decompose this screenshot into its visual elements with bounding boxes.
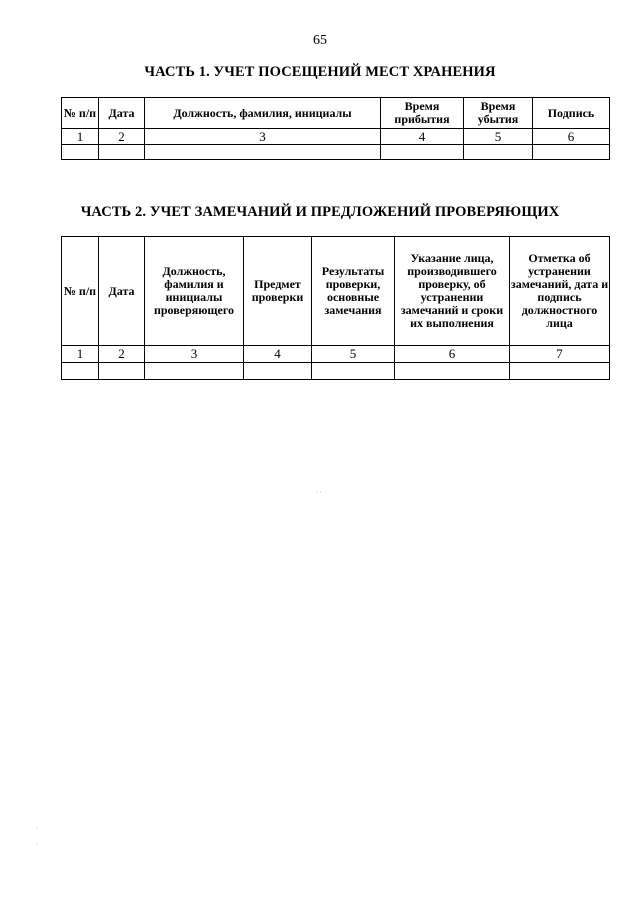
column-number: 6 xyxy=(533,129,610,145)
column-header-date: Дата xyxy=(99,98,145,129)
column-header-number: № п/п xyxy=(62,237,99,346)
scan-speck: · · xyxy=(316,490,322,496)
column-number: 2 xyxy=(99,129,145,145)
empty-cell xyxy=(395,363,510,380)
empty-cell xyxy=(99,145,145,160)
column-number: 4 xyxy=(381,129,464,145)
column-header-position-name: Должность, фамилия, инициалы xyxy=(145,98,381,129)
empty-cell xyxy=(533,145,610,160)
column-number: 4 xyxy=(244,346,312,363)
empty-cell xyxy=(145,363,244,380)
part2-title: ЧАСТЬ 2. УЧЕТ ЗАМЕЧАНИЙ И ПРЕДЛОЖЕНИЙ ПРОВЕРЯЮЩИХ xyxy=(80,204,560,220)
column-header-inspector: Должность, фамилия и инициалы проверяющего xyxy=(145,237,244,346)
column-number: 2 xyxy=(99,346,145,363)
column-number: 5 xyxy=(312,346,395,363)
column-number: 3 xyxy=(145,346,244,363)
column-header-subject: Предмет проверки xyxy=(244,237,312,346)
table-header-row xyxy=(62,237,610,346)
column-number: 1 xyxy=(62,129,99,145)
scan-speck: · xyxy=(36,842,38,848)
column-header-number: № п/п xyxy=(62,98,99,129)
page-number: 65 xyxy=(313,33,327,48)
scan-speck: · xyxy=(36,826,38,832)
column-header-arrival-time: Время прибытия xyxy=(381,98,464,129)
empty-row xyxy=(62,363,610,380)
empty-cell xyxy=(312,363,395,380)
empty-cell xyxy=(464,145,533,160)
empty-cell xyxy=(62,145,99,160)
empty-row xyxy=(62,145,610,160)
visits-table xyxy=(61,97,610,160)
column-number: 6 xyxy=(395,346,510,363)
empty-cell xyxy=(99,363,145,380)
empty-cell xyxy=(381,145,464,160)
column-number: 5 xyxy=(464,129,533,145)
empty-cell xyxy=(62,363,99,380)
column-header-departure-time: Время убытия xyxy=(464,98,533,129)
column-header-results: Результаты проверки, основные замечания xyxy=(312,237,395,346)
column-number: 1 xyxy=(62,346,99,363)
column-header-instructions: Указание лица, производившего проверку, об устранении замечаний и сроки их выполнения xyxy=(395,237,510,346)
empty-cell xyxy=(145,145,381,160)
column-number: 3 xyxy=(145,129,381,145)
remarks-table xyxy=(61,236,610,380)
column-number-row xyxy=(62,129,610,145)
empty-cell xyxy=(244,363,312,380)
column-number: 7 xyxy=(510,346,610,363)
column-header-date: Дата xyxy=(99,237,145,346)
column-header-fix-mark: Отметка об устранении замечаний, дата и подпись должностного лица xyxy=(510,237,610,346)
empty-cell xyxy=(510,363,610,380)
column-number-row xyxy=(62,346,610,363)
table-header-row xyxy=(62,98,610,129)
column-header-signature: Подпись xyxy=(533,98,610,129)
part1-title: ЧАСТЬ 1. УЧЕТ ПОСЕЩЕНИЙ МЕСТ ХРАНЕНИЯ xyxy=(144,64,496,80)
